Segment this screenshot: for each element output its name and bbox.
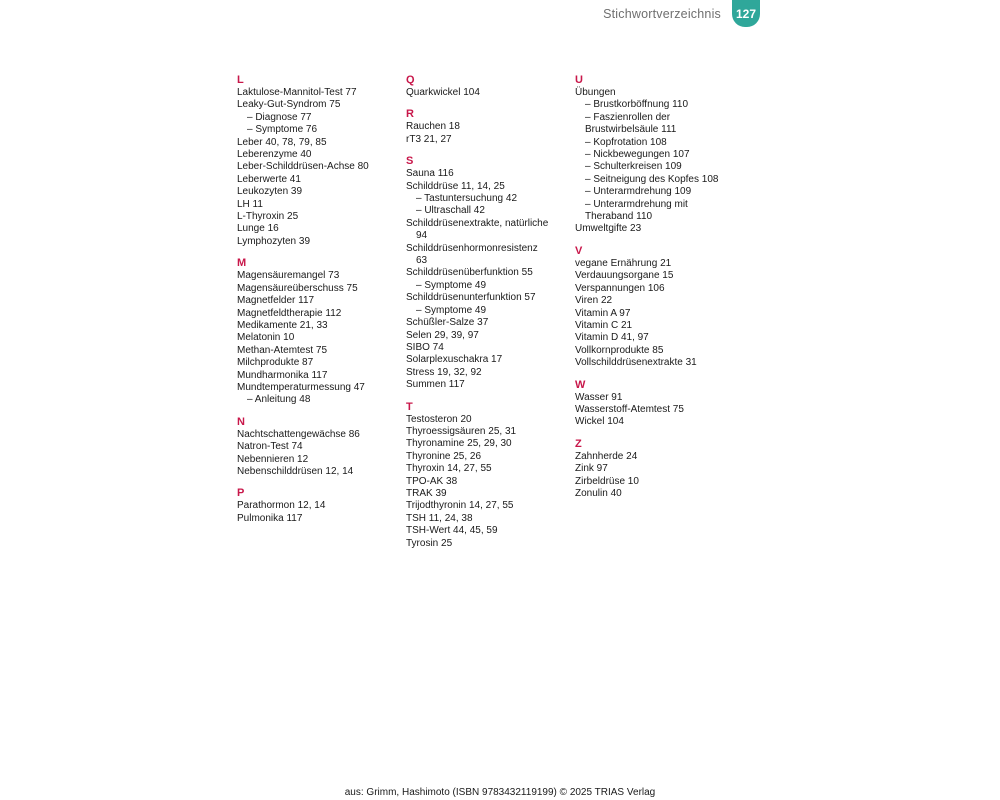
section-letter: S bbox=[406, 155, 414, 168]
index-section bbox=[406, 108, 571, 146]
index-entry: Zahnherde 24 bbox=[575, 450, 638, 462]
index-entry: Magnetfelder 117 bbox=[237, 295, 315, 307]
section-letter: T bbox=[406, 400, 413, 413]
index-entry: vegane Ernährung 21 bbox=[575, 257, 672, 269]
index-subentry: – Faszienrollen der bbox=[585, 111, 671, 123]
index-entry: Lunge 16 bbox=[237, 223, 279, 235]
index-entry: Selen 29, 39, 97 bbox=[406, 329, 479, 341]
index-entry: Nachtschattengewächse 86 bbox=[237, 428, 360, 440]
index-subentry: – Schulterkreisen 109 bbox=[585, 161, 682, 173]
index-column-3 bbox=[575, 74, 740, 509]
index-entry: Mundtemperaturmessung 47 bbox=[237, 381, 365, 393]
index-subentry: – Brustkorböffnung 110 bbox=[585, 99, 689, 111]
index-entry: Magensäureüberschuss 75 bbox=[237, 282, 358, 294]
index-entry: Schilddrüsenunterfunktion 57 bbox=[406, 292, 536, 304]
section-letter: N bbox=[237, 415, 245, 428]
index-entry: Summen 117 bbox=[406, 379, 465, 391]
section-letter: M bbox=[237, 257, 247, 270]
section-letter: Q bbox=[406, 74, 415, 86]
index-entry: Zonulin 40 bbox=[575, 487, 622, 499]
index-entry: Vollkornprodukte 85 bbox=[575, 344, 664, 356]
index-entry: Methan-Atemtest 75 bbox=[237, 344, 328, 356]
index-entry: Leberenzyme 40 bbox=[237, 149, 312, 161]
index-entry: Zink 97 bbox=[575, 463, 608, 475]
index-subentry: – Diagnose 77 bbox=[247, 111, 312, 123]
index-entry: Leber 40, 78, 79, 85 bbox=[237, 136, 327, 148]
section-letter: U bbox=[575, 74, 583, 86]
index-subentry: – Tastuntersuchung 42 bbox=[416, 193, 518, 205]
index-entry: Wickel 104 bbox=[575, 416, 624, 428]
index-subentry: – Kopfrotation 108 bbox=[585, 136, 667, 148]
index-entry: TPO-AK 38 bbox=[406, 475, 458, 487]
index-entry: Solarplexuschakra 17 bbox=[406, 354, 503, 366]
index-entry: Schüßler-Salze 37 bbox=[406, 317, 489, 329]
index-section bbox=[237, 487, 402, 525]
index-entry: Theraband 110 bbox=[585, 211, 653, 223]
index-subentry: – Seitneigung des Kopfes 108 bbox=[585, 173, 719, 185]
index-entry: Vollschilddrüsenextrakte 31 bbox=[575, 357, 697, 369]
index-entry: Viren 22 bbox=[575, 295, 613, 307]
index-entry: Trijodthyronin 14, 27, 55 bbox=[406, 500, 514, 512]
index-entry: SIBO 74 bbox=[406, 341, 444, 353]
index-entry: Verspannungen 106 bbox=[575, 282, 665, 294]
index-entry: TRAK 39 bbox=[406, 487, 447, 499]
index-entry: Leberwerte 41 bbox=[237, 173, 301, 185]
index-entry: Tyrosin 25 bbox=[406, 537, 453, 549]
index-entry: Schilddrüsenüberfunktion 55 bbox=[406, 267, 533, 279]
index-entry: Nebenschilddrüsen 12, 14 bbox=[237, 465, 354, 477]
index-entry: Leber-Schilddrüsen-Achse 80 bbox=[237, 161, 369, 173]
index-subentry: – Unterarmdrehung 109 bbox=[585, 186, 692, 198]
index-section bbox=[406, 401, 571, 550]
index-entry: 63 bbox=[416, 255, 428, 267]
index-entry: TSH 11, 24, 38 bbox=[406, 512, 473, 524]
index-section bbox=[575, 245, 740, 370]
index-entry: Mundharmonika 117 bbox=[237, 369, 328, 381]
index-entry: Leaky-Gut-Syndrom 75 bbox=[237, 99, 341, 111]
index-entry: 94 bbox=[416, 230, 428, 242]
index-entry: Verdauungsorgane 15 bbox=[575, 270, 674, 282]
index-section bbox=[575, 74, 740, 236]
index-entry: Übungen bbox=[575, 87, 616, 98]
section-letter: Z bbox=[575, 437, 582, 450]
index-subentry: – Symptome 49 bbox=[416, 279, 487, 291]
index-subentry: – Nickbewegungen 107 bbox=[585, 149, 690, 161]
index-entry: Vitamin C 21 bbox=[575, 319, 633, 331]
page-number-badge: 127 bbox=[732, 0, 760, 27]
section-letter: R bbox=[406, 108, 414, 121]
index-entry: Parathormon 12, 14 bbox=[237, 500, 326, 512]
section-letter: L bbox=[237, 74, 244, 86]
index-column-1 bbox=[237, 74, 402, 534]
index-section bbox=[406, 155, 571, 391]
index-section bbox=[575, 379, 740, 429]
index-section bbox=[237, 257, 402, 406]
index-entry: rT3 21, 27 bbox=[406, 133, 452, 145]
index-entry: Wasserstoff-Atemtest 75 bbox=[575, 403, 684, 415]
copyright-footer: aus: Grimm, Hashimoto (ISBN 9783432119199) © 2025 TRIAS Verlag bbox=[344, 787, 656, 798]
index-entry: Testosteron 20 bbox=[406, 413, 472, 425]
index-entry: Wasser 91 bbox=[575, 391, 623, 403]
index-column-2 bbox=[406, 74, 571, 559]
index-subentry: – Unterarmdrehung mit bbox=[585, 198, 688, 210]
index-entry: Stress 19, 32, 92 bbox=[406, 366, 482, 378]
index-entry: Natron-Test 74 bbox=[237, 441, 303, 453]
index-entry: Magensäuremangel 73 bbox=[237, 270, 340, 282]
index-section bbox=[237, 416, 402, 479]
index-entry: Vitamin A 97 bbox=[575, 307, 631, 319]
index-subentry: – Ultraschall 42 bbox=[416, 205, 485, 217]
index-section bbox=[575, 438, 740, 501]
index-entry: L-Thyroxin 25 bbox=[237, 211, 299, 223]
index-entry: Melatonin 10 bbox=[237, 332, 295, 344]
index-entry: Lymphozyten 39 bbox=[237, 235, 311, 247]
index-subentry: – Symptome 76 bbox=[247, 124, 318, 136]
index-entry: Milchprodukte 87 bbox=[237, 357, 314, 369]
index-entry: Zirbeldrüse 10 bbox=[575, 475, 639, 487]
index-entry: Pulmonika 117 bbox=[237, 512, 303, 524]
index-entry: Thyroxin 14, 27, 55 bbox=[406, 463, 492, 475]
index-entry: LH 11 bbox=[237, 198, 263, 210]
section-letter: V bbox=[575, 244, 583, 257]
index-entry: Leukozyten 39 bbox=[237, 186, 303, 198]
index-entry: TSH-Wert 44, 45, 59 bbox=[406, 525, 498, 537]
index-entry: Schilddrüsenhormonresistenz bbox=[406, 242, 538, 254]
index-entry: Thyronamine 25, 29, 30 bbox=[406, 438, 512, 450]
index-entry: Schilddrüsenextrakte, natürliche bbox=[406, 217, 549, 229]
page-header bbox=[0, 0, 1000, 30]
section-letter: P bbox=[237, 487, 245, 500]
index-entry: Quarkwickel 104 bbox=[406, 87, 480, 98]
index-entry: Brustwirbelsäule 111 bbox=[585, 124, 677, 136]
index-entry: Umweltgifte 23 bbox=[575, 223, 642, 235]
index-entry: Laktulose-Mannitol-Test 77 bbox=[237, 87, 357, 98]
index-entry: Thyronine 25, 26 bbox=[406, 450, 482, 462]
index-subentry: – Anleitung 48 bbox=[247, 394, 311, 406]
index-entry: Thyroessigsäuren 25, 31 bbox=[406, 425, 517, 437]
index-entry: Magnetfeldtherapie 112 bbox=[237, 307, 342, 319]
section-letter: W bbox=[575, 378, 586, 391]
index-entry: Sauna 116 bbox=[406, 168, 454, 180]
index-entry: Rauchen 18 bbox=[406, 121, 460, 133]
index-entry: Schilddrüse 11, 14, 25 bbox=[406, 180, 505, 192]
index-entry: Vitamin D 41, 97 bbox=[575, 332, 649, 344]
index-section bbox=[237, 74, 402, 248]
running-title: Stichwortverzeichnis bbox=[603, 7, 721, 21]
index-entry: Nebennieren 12 bbox=[237, 453, 309, 465]
index-subentry: – Symptome 49 bbox=[416, 304, 487, 316]
index-entry: Medikamente 21, 33 bbox=[237, 319, 328, 331]
index-section bbox=[406, 74, 571, 99]
